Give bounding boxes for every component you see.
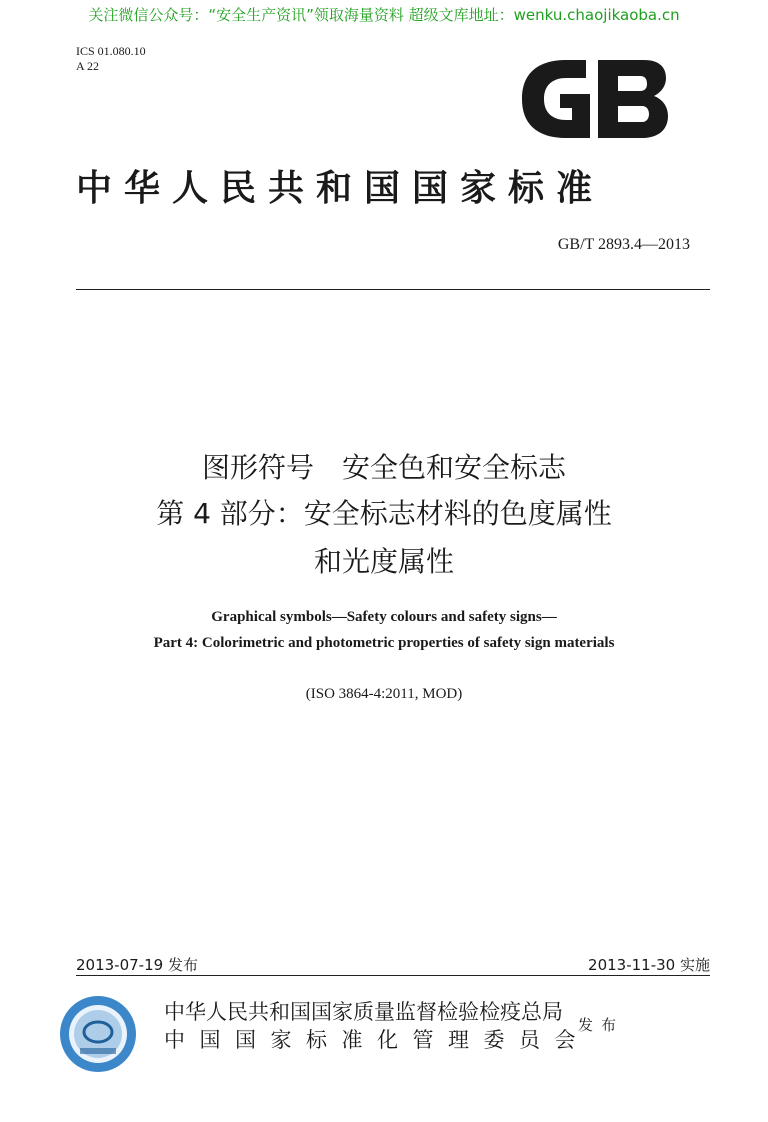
anti-counterfeit-seal-icon	[58, 994, 138, 1074]
standard-title: 中华人民共和国国家标准	[76, 167, 605, 209]
iso-reference: (ISO 3864-4:2011, MOD)	[305, 686, 463, 702]
top-divider	[76, 289, 710, 290]
title-en-line1: Graphical symbols—Safety colours and safety signs—	[211, 609, 557, 625]
ics-code: ICS 01.080.10	[76, 44, 146, 58]
issue-label: 发布	[578, 1016, 625, 1034]
title-cn-line2: 第 4 部分：安全标志材料的色度属性	[156, 497, 612, 530]
standard-number: GB/T 2893.4—2013	[557, 236, 690, 253]
issuer-aqsiq: 中华人民共和国国家质量监督检验检疫总局	[164, 1000, 563, 1024]
ccs-code: A 22	[76, 59, 100, 73]
implementation-date: 2013-11-30 实施	[588, 956, 710, 974]
gb-logo-icon	[514, 56, 670, 142]
issuing-authorities	[164, 998, 590, 1054]
watermark-banner: 关注微信公众号：“安全生产资讯”领取海量资料 超级文库地址：wenku.chaojikaoba.cn	[88, 6, 680, 24]
publish-date: 2013-07-19 发布	[76, 956, 198, 974]
title-en-line2: Part 4: Colorimetric and photometric properties of safety sign materials	[153, 635, 615, 651]
issuer-sac: 中国国家标准化管理委员会	[164, 1028, 590, 1052]
classification-codes	[76, 44, 146, 74]
bottom-divider	[76, 975, 710, 976]
title-cn-line1: 图形符号 安全色和安全标志	[201, 451, 566, 484]
title-cn-line3: 和光度属性	[313, 545, 454, 578]
